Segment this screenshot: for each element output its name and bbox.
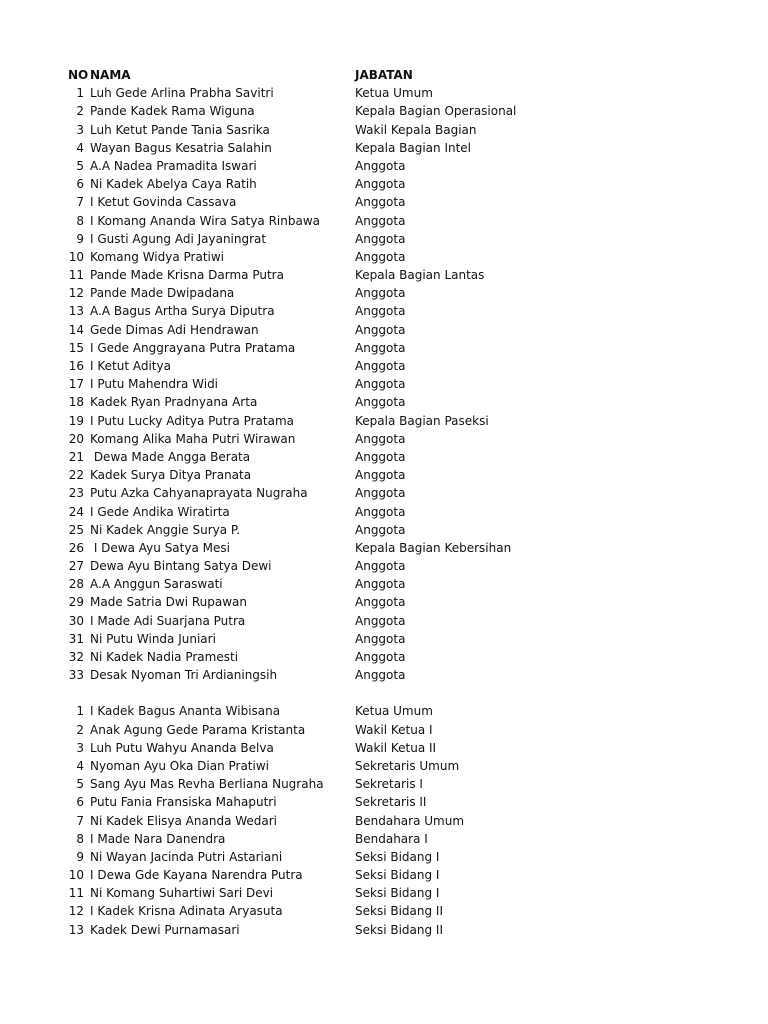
table-row: [0, 812, 768, 830]
member-name: Luh Putu Wahyu Ananda Belva: [90, 740, 274, 755]
member-name: I Dewa Ayu Satya Mesi: [90, 540, 230, 555]
member-name: A.A Nadea Pramadita Iswari: [90, 158, 257, 173]
row-number: 26: [68, 540, 84, 555]
member-name: I Ketut Aditya: [90, 359, 171, 373]
member-name: Kadek Ryan Pradnyana Arta: [90, 395, 258, 410]
member-name: Luh Ketut Pande Tania Sasrika: [90, 122, 270, 137]
member-position: Seksi Bidang II: [355, 922, 444, 937]
member-position: Anggota: [355, 504, 406, 519]
header-no: NO: [68, 68, 89, 82]
member-position: Anggota: [355, 577, 406, 592]
table-row: [0, 230, 768, 248]
member-name: I Gede Anggrayana Putra Pratama: [90, 340, 296, 355]
member-name: Putu Fania Fransiska Mahaputri: [90, 795, 277, 810]
member-position: Anggota: [355, 613, 406, 628]
member-position: Anggota: [355, 158, 406, 173]
table-row: [0, 84, 768, 102]
member-position: Anggota: [355, 449, 406, 464]
row-number: 33: [68, 668, 84, 683]
table-row: [0, 702, 768, 720]
member-name: Ni Kadek Elisya Ananda Wedari: [90, 813, 278, 828]
member-name: I Gede Andika Wiratirta: [90, 504, 230, 519]
member-name: Pande Made Krisna Darma Putra: [90, 268, 284, 283]
row-number: 21: [68, 449, 84, 464]
table-row: [0, 121, 768, 139]
table-row: [0, 248, 768, 266]
member-name: Luh Gede Arlina Prabha Savitri: [90, 86, 274, 101]
row-number: 12: [68, 286, 84, 301]
row-number: 24: [68, 504, 84, 519]
table-row: [0, 212, 768, 230]
row-number: 28: [68, 577, 84, 592]
member-name: Nyoman Ayu Oka Dian Pratiwi: [90, 758, 269, 773]
table-row: [0, 721, 768, 739]
table-row: [0, 539, 768, 557]
table-row: [0, 830, 768, 848]
table-row: [0, 484, 768, 502]
header-jabatan: JABATAN: [355, 68, 413, 82]
member-position: Sekretaris I: [355, 777, 423, 792]
row-number: 27: [68, 559, 84, 574]
member-position: Anggota: [355, 177, 406, 192]
row-number: 11: [68, 886, 84, 901]
member-name: Ni Wayan Jacinda Putri Astariani: [90, 849, 283, 864]
row-number: 8: [76, 831, 84, 846]
row-number: 8: [76, 213, 84, 228]
member-name: Made Satria Dwi Rupawan: [90, 595, 247, 610]
row-number: 32: [68, 650, 84, 664]
row-number: 14: [68, 322, 84, 337]
row-number: 9: [76, 849, 84, 864]
member-name: Kadek Surya Ditya Pranata: [90, 468, 252, 483]
row-number: 13: [68, 922, 84, 937]
member-position: Bendahara I: [355, 831, 428, 846]
member-position: Seksi Bidang I: [355, 886, 440, 901]
table-row: [0, 503, 768, 521]
member-name: Kadek Dewi Purnamasari: [90, 922, 240, 937]
row-number: 19: [68, 413, 84, 428]
member-position: Kepala Bagian Intel: [355, 140, 472, 155]
table-row: [0, 593, 768, 611]
member-name: A.A Anggun Saraswati: [90, 577, 223, 592]
row-number: 29: [68, 595, 84, 610]
member-name: I Gusti Agung Adi Jayaningrat: [90, 231, 267, 246]
member-position: Anggota: [355, 395, 406, 410]
member-position: Anggota: [355, 377, 406, 392]
member-name: Anak Agung Gede Parama Kristanta: [90, 722, 306, 737]
member-position: Anggota: [355, 631, 406, 646]
member-position: Kepala Bagian Lantas: [355, 268, 485, 283]
member-name: I Putu Lucky Aditya Putra Pratama: [90, 413, 294, 428]
table-row: [0, 575, 768, 593]
row-number: 20: [68, 431, 84, 446]
row-number: 18: [68, 395, 84, 410]
table-row: [0, 630, 768, 648]
row-number: 1: [76, 704, 84, 719]
row-number: 13: [68, 304, 84, 319]
member-position: Wakil Ketua I: [355, 722, 433, 737]
table-row: [0, 466, 768, 484]
member-name: Ni Kadek Nadia Pramesti: [90, 650, 239, 664]
row-number: 9: [76, 231, 84, 246]
member-position: Ketua Umum: [355, 704, 433, 719]
member-name: Wayan Bagus Kesatria Salahin: [90, 140, 272, 155]
member-name: I Komang Ananda Wira Satya Rinbawa: [90, 213, 321, 228]
row-number: 22: [68, 468, 84, 483]
row-number: 7: [76, 195, 84, 210]
member-position: Anggota: [355, 195, 406, 210]
table-row: [0, 757, 768, 775]
member-name: I Ketut Govinda Cassava: [90, 195, 237, 210]
member-position: Sekretaris II: [355, 795, 427, 810]
group-spacer: [0, 684, 768, 702]
row-number: 4: [76, 140, 84, 155]
member-position: Anggota: [355, 522, 406, 537]
row-number: 2: [76, 722, 84, 737]
member-position: Anggota: [355, 559, 406, 574]
row-number: 23: [68, 486, 84, 501]
table-row: [0, 302, 768, 320]
member-position: Anggota: [355, 213, 406, 228]
member-name: Ni Kadek Anggie Surya P.: [90, 522, 241, 537]
member-position: Anggota: [355, 231, 406, 246]
row-number: 15: [68, 340, 84, 355]
member-position: Anggota: [355, 431, 406, 446]
row-number: 5: [76, 158, 84, 173]
member-position: Kepala Bagian Paseksi: [355, 413, 489, 428]
table-row: [0, 557, 768, 575]
table-row: [0, 902, 768, 920]
table-row: [0, 521, 768, 539]
member-name: Pande Made Dwipadana: [90, 286, 235, 301]
member-position: Anggota: [355, 668, 406, 683]
member-position: Kepala Bagian Operasional: [355, 104, 517, 119]
row-number: 17: [68, 377, 84, 392]
row-number: 25: [68, 522, 84, 537]
table-row: [0, 430, 768, 448]
member-name: Dewa Made Angga Berata: [90, 449, 251, 464]
row-number: 6: [76, 795, 84, 810]
member-position: Anggota: [355, 340, 406, 355]
row-number: 30: [68, 613, 84, 628]
table-row: [0, 648, 768, 666]
table-row: [0, 193, 768, 211]
row-number: 11: [68, 268, 84, 283]
table-row: [0, 666, 768, 684]
table-row: [0, 866, 768, 884]
member-position: Wakil Kepala Bagian: [355, 122, 477, 137]
member-name: I Dewa Gde Kayana Narendra Putra: [90, 868, 303, 883]
table-row: [0, 848, 768, 866]
member-position: Wakil Ketua II: [355, 740, 437, 755]
member-position: Ketua Umum: [355, 86, 433, 101]
member-position: Bendahara Umum: [355, 813, 465, 828]
row-number: 10: [68, 868, 84, 883]
member-name: Putu Azka Cahyanaprayata Nugraha: [90, 486, 308, 501]
table-header: [0, 66, 768, 84]
member-position: Anggota: [355, 322, 406, 337]
table-row: [0, 393, 768, 411]
row-number: 12: [68, 904, 84, 919]
member-position: Anggota: [355, 595, 406, 610]
row-number: 1: [76, 86, 84, 101]
table-row: [0, 157, 768, 175]
row-number: 3: [76, 740, 84, 755]
table-row: [0, 375, 768, 393]
member-position: Kepala Bagian Kebersihan: [355, 540, 512, 555]
member-position: Anggota: [355, 286, 406, 301]
table-row: [0, 321, 768, 339]
table-row: [0, 139, 768, 157]
table-row: [0, 102, 768, 120]
row-number: 5: [76, 777, 84, 792]
table-row: [0, 612, 768, 630]
row-number: 16: [68, 359, 84, 373]
member-name: Ni Putu Winda Juniari: [90, 631, 216, 646]
member-name: Ni Kadek Abelya Caya Ratih: [90, 177, 257, 192]
member-name: I Kadek Krisna Adinata Aryasuta: [90, 904, 283, 919]
table-row: [0, 175, 768, 193]
member-name: I Made Adi Suarjana Putra: [90, 613, 246, 628]
member-position: Seksi Bidang I: [355, 868, 440, 883]
table-row: [0, 884, 768, 902]
row-number: 3: [76, 122, 84, 137]
member-position: Seksi Bidang I: [355, 849, 440, 864]
member-name: Gede Dimas Adi Hendrawan: [90, 322, 259, 337]
table-row: [0, 339, 768, 357]
member-position: Seksi Bidang II: [355, 904, 444, 919]
member-name: A.A Bagus Artha Surya Diputra: [90, 304, 275, 319]
table-row: [0, 284, 768, 302]
row-number: 31: [68, 631, 84, 646]
member-position: Anggota: [355, 359, 406, 373]
member-name: I Kadek Bagus Ananta Wibisana: [90, 704, 281, 719]
member-position: Anggota: [355, 486, 406, 501]
member-position: Anggota: [355, 650, 406, 664]
member-group-2: [0, 702, 768, 938]
row-number: 4: [76, 758, 84, 773]
member-name: Komang Widya Pratiwi: [90, 249, 225, 264]
member-group-1: [0, 84, 768, 684]
row-number: 10: [68, 249, 84, 264]
member-name: Komang Alika Maha Putri Wirawan: [90, 431, 296, 446]
table-row: [0, 448, 768, 466]
member-name: Ni Komang Suhartiwi Sari Devi: [90, 886, 274, 901]
member-name: Sang Ayu Mas Revha Berliana Nugraha: [90, 777, 324, 792]
member-position: Anggota: [355, 468, 406, 483]
member-position: Anggota: [355, 304, 406, 319]
member-position: Anggota: [355, 249, 406, 264]
row-number: 7: [76, 813, 84, 828]
table-row: [0, 921, 768, 939]
member-position: Sekretaris Umum: [355, 758, 460, 773]
member-name: Dewa Ayu Bintang Satya Dewi: [90, 559, 272, 574]
table-row: [0, 266, 768, 284]
header-nama: NAMA: [90, 68, 131, 82]
table-row: [0, 775, 768, 793]
table-row: [0, 739, 768, 757]
table-row: [0, 412, 768, 430]
row-number: 6: [76, 177, 84, 192]
member-table: [0, 66, 768, 939]
member-name: Desak Nyoman Tri Ardianingsih: [90, 668, 278, 683]
table-row: [0, 357, 768, 375]
member-name: Pande Kadek Rama Wiguna: [90, 104, 255, 119]
row-number: 2: [76, 104, 84, 119]
table-row: [0, 793, 768, 811]
member-name: I Made Nara Danendra: [90, 831, 226, 846]
member-name: I Putu Mahendra Widi: [90, 377, 219, 392]
